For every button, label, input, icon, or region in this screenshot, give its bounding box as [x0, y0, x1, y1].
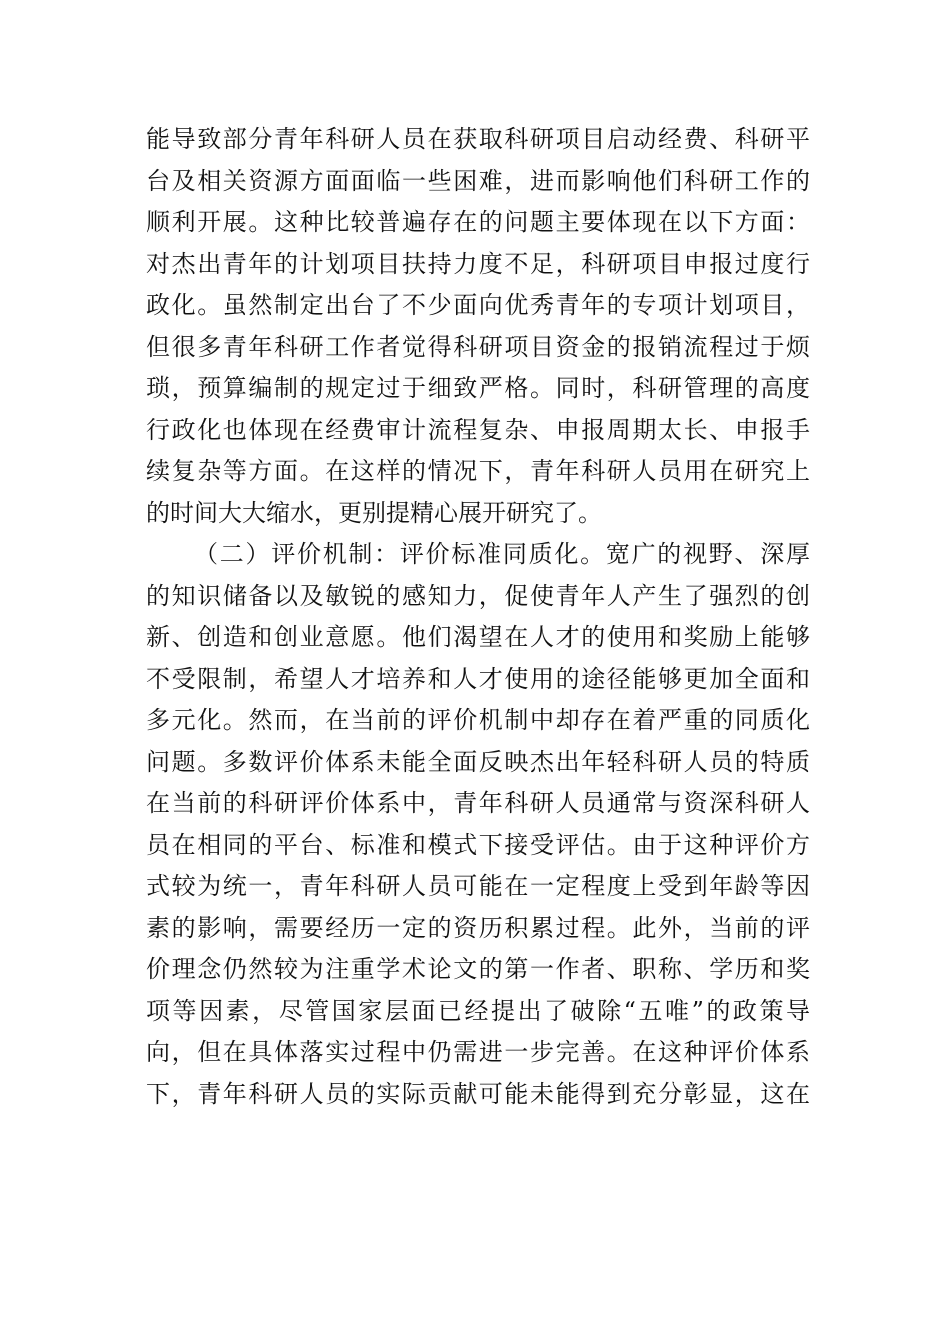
body-text [146, 119, 810, 1115]
text-line: 续复杂等方面。在这样的情况下，青年科研人员用在研究上 [146, 457, 810, 485]
text-line: 问题。多数评价体系未能全面反映杰出年轻科研人员的特质 [146, 747, 810, 776]
text-line: 台及相关资源方面面临一些困难，进而影响他们科研工作的 [146, 166, 810, 195]
text-line: 顺利开展。这种比较普遍存在的问题主要体现在以下方面： [146, 208, 810, 236]
text-line: 能导致部分青年科研人员在获取科研项目启动经费、科研平 [146, 125, 810, 153]
text-line: 不受限制，希望人才培养和人才使用的途径能够更加全面和 [146, 664, 810, 693]
text-line: 价理念仍然较为注重学术论文的第一作者、职称、学历和奖 [146, 955, 810, 983]
text-line: 项等因素，尽管国家层面已经提出了破除“五唯”的政策导 [146, 996, 810, 1025]
text-line: 新、创造和创业意愿。他们渴望在人才的使用和奖励上能够 [146, 623, 810, 651]
text-line: 对杰出青年的计划项目扶持力度不足，科研项目申报过度行 [146, 249, 810, 278]
text-line: 员在相同的平台、标准和模式下接受评估。由于这种评价方 [146, 830, 810, 859]
text-line: 但很多青年科研工作者觉得科研项目资金的报销流程过于烦 [146, 332, 810, 361]
text-line: 政化。虽然制定出台了不少面向优秀青年的专项计划项目， [146, 291, 810, 319]
text-line: 行政化也体现在经费审计流程复杂、申报周期太长、申报手 [146, 415, 810, 444]
text-line: 下，青年科研人员的实际贡献可能未能得到充分彰显，这在 [146, 1079, 810, 1108]
text-line: 多元化。然而，在当前的评价机制中却存在着严重的同质化 [146, 706, 810, 734]
text-line: 式较为统一，青年科研人员可能在一定程度上受到年龄等因 [146, 872, 810, 900]
text-line: 的知识储备以及敏锐的感知力，促使青年人产生了强烈的创 [146, 581, 810, 610]
text-line: 在当前的科研评价体系中，青年科研人员通常与资深科研人 [146, 789, 810, 817]
text-line: 琐，预算编制的规定过于细致严格。同时，科研管理的高度 [146, 374, 810, 402]
text-line: 素的影响，需要经历一定的资历积累过程。此外，当前的评 [146, 913, 810, 942]
paragraph-end-line: 的时间大大缩水，更别提精心展开研究了。 [146, 498, 602, 527]
text-line: 向，但在具体落实过程中仍需进一步完善。在这种评价体系 [146, 1038, 810, 1066]
section-heading-line: （二）评价机制：评价标准同质化。宽广的视野、深厚 [194, 540, 810, 568]
